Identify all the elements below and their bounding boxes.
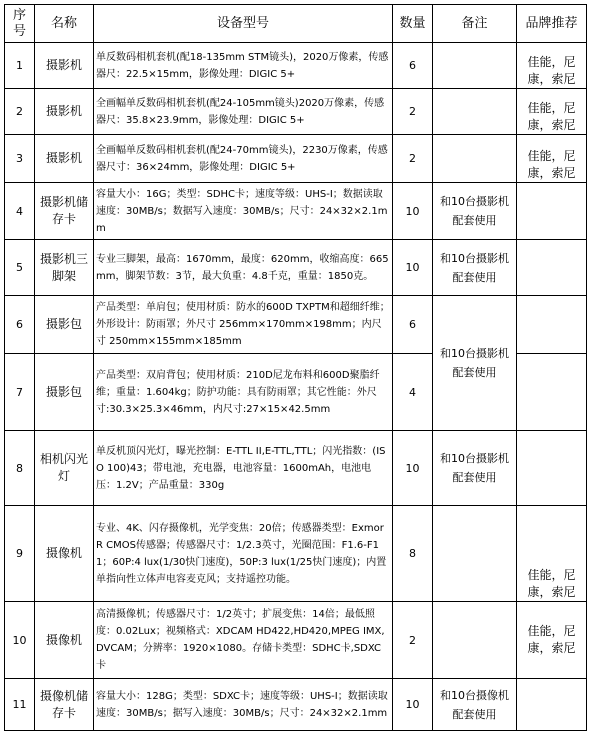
row-brand — [517, 296, 587, 354]
row-brand — [517, 240, 587, 296]
header-note: 备注 — [433, 5, 517, 43]
row-no: 5 — [5, 240, 35, 296]
row-note: 和10台摄影机配套使用 — [433, 240, 517, 296]
row-note — [433, 89, 517, 135]
row-brand — [517, 431, 587, 506]
row-name: 摄影机 — [35, 43, 94, 89]
row-note — [433, 602, 517, 679]
row-brand — [517, 354, 587, 431]
header-qty: 数量 — [393, 5, 433, 43]
row-qty: 10 — [393, 240, 433, 296]
row-no: 9 — [5, 506, 35, 602]
row-name: 摄像机储存卡 — [35, 679, 94, 731]
row-note: 和10台摄像机配套使用 — [433, 679, 517, 731]
row-spec: 容量大小：16G；类型：SDHC卡；速度等级：UHS-I；数据读取速度：30MB/s；数据写入速度：30MB/s；尺寸：24×32×2.1mm — [94, 183, 393, 240]
row-no: 10 — [5, 602, 35, 679]
row-qty: 2 — [393, 89, 433, 135]
row-name: 相机闪光灯 — [35, 431, 94, 506]
row-no: 1 — [5, 43, 35, 89]
table-header-row — [5, 5, 587, 43]
row-qty: 10 — [393, 183, 433, 240]
row-no: 11 — [5, 679, 35, 731]
header-name: 名称 — [35, 5, 94, 43]
row-qty: 6 — [393, 43, 433, 89]
row-note — [433, 506, 517, 602]
row-brand — [517, 679, 587, 731]
row-qty: 6 — [393, 296, 433, 354]
table-row — [5, 240, 587, 296]
row-note — [433, 135, 517, 183]
row-name: 摄影机 — [35, 135, 94, 183]
table-row — [5, 431, 587, 506]
row-name: 摄影机储存卡 — [35, 183, 94, 240]
equipment-table — [4, 4, 587, 731]
row-brand: 佳能，尼康，索尼 — [517, 602, 587, 679]
row-spec: 容量大小：128G；类型：SDXC卡；速度等级：UHS-I；数据读取速度：30MB/s；据写入速度：30MB/s；尺寸：24×32×2.1mm — [94, 679, 393, 731]
row-spec: 专业三脚架，最高：1670mm，最度：620mm，收缩高度：665mm，脚架节数：3节，最大负重：4.8千克，重量：1850克。 — [94, 240, 393, 296]
row-qty: 8 — [393, 506, 433, 602]
header-no: 序号 — [5, 5, 35, 43]
table-row — [5, 602, 587, 679]
row-qty: 2 — [393, 602, 433, 679]
row-qty: 2 — [393, 135, 433, 183]
row-spec: 单反数码相机套机(配18-135mm STM镜头)，2020万像素，传感器尺：22.5×15mm，影像处理：DIGIC 5+ — [94, 43, 393, 89]
row-name: 摄影包 — [35, 354, 94, 431]
row-brand: 佳能，尼康，索尼 — [517, 506, 587, 602]
table-row — [5, 296, 587, 354]
row-no: 3 — [5, 135, 35, 183]
row-spec: 全画幅单反数码相机套机(配24-70mm镜头)，2230万像素，传感器尺寸：36×24mm，影像处理：DIGIC 5+ — [94, 135, 393, 183]
row-qty: 10 — [393, 431, 433, 506]
row-no: 4 — [5, 183, 35, 240]
row-name: 摄影机 — [35, 89, 94, 135]
row-note — [433, 43, 517, 89]
row-no: 2 — [5, 89, 35, 135]
table-row — [5, 135, 587, 183]
row-note: 和10台摄影机配套使用 — [433, 296, 517, 431]
row-no: 7 — [5, 354, 35, 431]
row-qty: 4 — [393, 354, 433, 431]
row-spec: 高清摄像机；传感器尺寸：1/2英寸；扩展变焦：14倍；最低照度：0.02Lux；视频格式：XDCAM HD422,HD420,MPEG IMX,DVCAM；分辨率：1920×1080。存储卡类型：SDHC卡,SDXC卡 — [94, 602, 393, 679]
row-note: 和10台摄影机配套使用 — [433, 183, 517, 240]
row-spec: 单反机顶闪光灯，曝光控制：E-TTL II,E-TTL,TTL；闪光指数：(ISO 100)43；带电池，充电器，电池容量：1600mAh，电池电压：1.2V；产品重量：330g — [94, 431, 393, 506]
row-brand: 佳能，尼康，索尼 — [517, 135, 587, 183]
row-spec: 专业、4K、闪存摄像机，光学变焦：20倍；传感器类型：Exmor R CMOS传感器；传感器尺寸：1/2.3英寸，光圈范围：F1.6-F11；60P:4 lux(1/30快门速度)，50P:3 lux(1/25快门速度)；内置单指向性立体声电容麦克风；支持遥控功能。 — [94, 506, 393, 602]
header-spec: 设备型号 — [94, 5, 393, 43]
row-name: 摄影包 — [35, 296, 94, 354]
header-brand: 品牌推荐 — [517, 5, 587, 43]
row-note: 和10台摄影机配套使用 — [433, 431, 517, 506]
table-row — [5, 506, 587, 602]
row-no: 6 — [5, 296, 35, 354]
row-spec: 全画幅单反数码相机套机(配24-105mm镜头)2020万像素，传感器尺：35.8×23.9mm，影像处理：DIGIC 5+ — [94, 89, 393, 135]
table-row — [5, 89, 587, 135]
row-spec: 产品类型：双肩背包；使用材质：210D尼龙布料和600D聚脂纤维；重量：1.604kg；防护功能：具有防雨罩；其它性能：外尺寸:30.3×25.3×46mm，内尺寸:27×15×42.5mm — [94, 354, 393, 431]
row-name: 摄像机 — [35, 602, 94, 679]
row-name: 摄影机三脚架 — [35, 240, 94, 296]
table-row — [5, 183, 587, 240]
row-brand: 佳能，尼康，索尼 — [517, 89, 587, 135]
table-row — [5, 679, 587, 731]
row-spec: 产品类型：单肩包；使用材质：防水的600D TXPTM和超细纤维；外形设计：防雨罩；外尺寸 256mm×170mm×198mm；内尺寸 250mm×155mm×185mm — [94, 296, 393, 354]
row-brand — [517, 183, 587, 240]
row-name: 摄像机 — [35, 506, 94, 602]
row-no: 8 — [5, 431, 35, 506]
row-brand: 佳能，尼康，索尼 — [517, 43, 587, 89]
table-row — [5, 43, 587, 89]
row-qty: 10 — [393, 679, 433, 731]
